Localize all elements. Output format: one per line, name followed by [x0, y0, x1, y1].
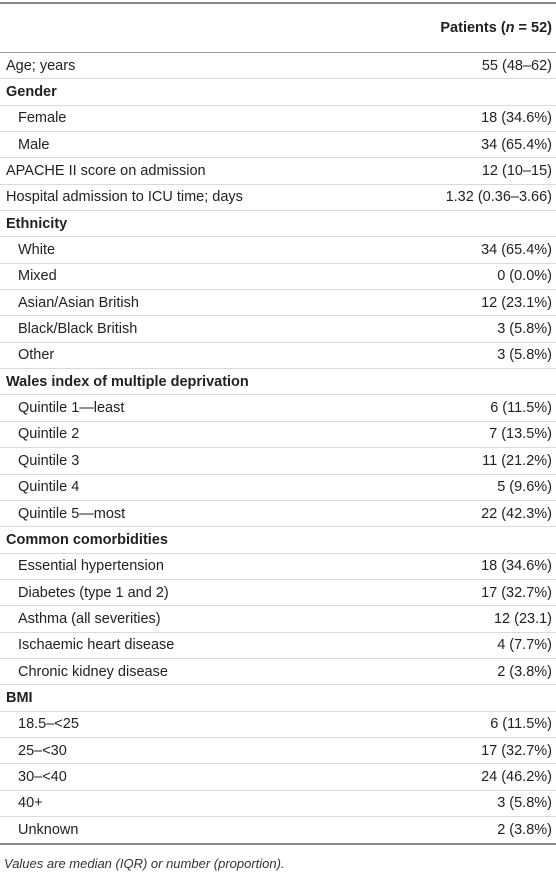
row-label: Mixed: [18, 268, 57, 285]
row-label: Quintile 2: [18, 426, 80, 443]
row-value: 11 (21.2%): [482, 452, 552, 469]
table-row: [0, 501, 556, 527]
row-label: Asian/Asian British: [18, 294, 139, 311]
row-label: Quintile 1—least: [18, 400, 125, 417]
table-row: [0, 422, 556, 448]
table-row: [0, 606, 556, 632]
row-label: 25–<30: [18, 742, 67, 759]
section-title: BMI: [6, 689, 33, 706]
table-header-row: [0, 4, 556, 52]
section-header-row: [0, 79, 556, 105]
table-body: [0, 53, 556, 843]
header-prefix: Patients (: [440, 20, 506, 36]
row-label: APACHE II score on admission: [6, 163, 206, 180]
section-title: Gender: [6, 84, 57, 101]
row-label: Asthma (all severities): [18, 610, 161, 627]
table-row: [0, 554, 556, 580]
row-label: Ischaemic heart disease: [18, 637, 175, 654]
row-label: Essential hypertension: [18, 558, 164, 575]
table-row: [0, 316, 556, 342]
row-value: 4 (7.7%): [497, 637, 552, 654]
table-footnote: Values are median (IQR) or number (proportion).: [4, 856, 285, 872]
table-row: [0, 158, 556, 184]
section-header-row: [0, 527, 556, 553]
row-label: 40+: [18, 795, 43, 812]
table-row: [0, 290, 556, 316]
section-header-row: [0, 211, 556, 237]
table-row: [0, 712, 556, 738]
table-row: [0, 580, 556, 606]
row-value: 22 (42.3%): [481, 505, 552, 522]
row-label: Quintile 4: [18, 479, 80, 496]
section-title: Common comorbidities: [6, 531, 168, 548]
row-value: 17 (32.7%): [481, 742, 552, 759]
row-label: 18.5–<25: [18, 716, 79, 733]
row-label: Quintile 5—most: [18, 505, 126, 522]
row-label: Female: [18, 110, 67, 127]
row-label: Black/Black British: [18, 321, 138, 338]
row-value: 6 (11.5%): [490, 716, 552, 733]
row-label: Chronic kidney disease: [18, 663, 168, 680]
table-row: [0, 475, 556, 501]
row-value: 6 (11.5%): [490, 400, 552, 417]
section-title: Wales index of multiple deprivation: [6, 373, 249, 390]
row-value: 12 (23.1): [493, 610, 552, 627]
row-value: 3 (5.8%): [497, 795, 552, 812]
table-row: [0, 764, 556, 790]
section-title: Ethnicity: [6, 215, 68, 232]
table-row: [0, 395, 556, 421]
row-label: Quintile 3: [18, 452, 80, 469]
row-value: 0 (0.0%): [497, 268, 552, 285]
row-label: Unknown: [18, 822, 79, 839]
row-value: 18 (34.6%): [481, 558, 552, 575]
table-row: [0, 53, 556, 79]
row-value: 3 (5.8%): [497, 321, 552, 338]
row-value: 2 (3.8%): [497, 663, 552, 680]
table-row: [0, 264, 556, 290]
section-header-row: [0, 685, 556, 711]
table-row: [0, 633, 556, 659]
row-value: 17 (32.7%): [481, 584, 552, 601]
row-label: Other: [18, 347, 55, 364]
row-value: 34 (65.4%): [481, 242, 552, 259]
row-value: 24 (46.2%): [481, 768, 552, 785]
table-row: [0, 132, 556, 158]
row-value: 3 (5.8%): [497, 347, 552, 364]
table-row: [0, 106, 556, 132]
row-value: 12 (10–15): [481, 163, 552, 180]
row-label: Age; years: [6, 57, 76, 74]
header-patients-cell: [332, 20, 556, 36]
row-value: 5 (9.6%): [497, 479, 552, 496]
row-value: 2 (3.8%): [497, 822, 552, 839]
row-value: 34 (65.4%): [481, 136, 552, 153]
row-value: 7 (13.5%): [489, 426, 552, 443]
table-row: [0, 817, 556, 843]
section-header-row: [0, 369, 556, 395]
row-label: 30–<40: [18, 768, 67, 785]
table-row: [0, 343, 556, 369]
header-suffix: = 52): [514, 20, 552, 36]
table-row: [0, 185, 556, 211]
row-value: 18 (34.6%): [481, 110, 552, 127]
row-label: Diabetes (type 1 and 2): [18, 584, 169, 601]
table-row: [0, 791, 556, 817]
row-label: White: [18, 242, 56, 259]
row-value: 55 (48–62): [481, 57, 552, 74]
header-n: n: [505, 20, 515, 36]
table-row: [0, 659, 556, 685]
table-row: [0, 448, 556, 474]
row-value: 12 (23.1%): [481, 294, 552, 311]
row-value: 1.32 (0.36–3.66): [445, 189, 552, 206]
row-label: Hospital admission to ICU time; days: [6, 189, 243, 206]
table-row: [0, 237, 556, 263]
row-label: Male: [18, 136, 50, 153]
table-row: [0, 738, 556, 764]
